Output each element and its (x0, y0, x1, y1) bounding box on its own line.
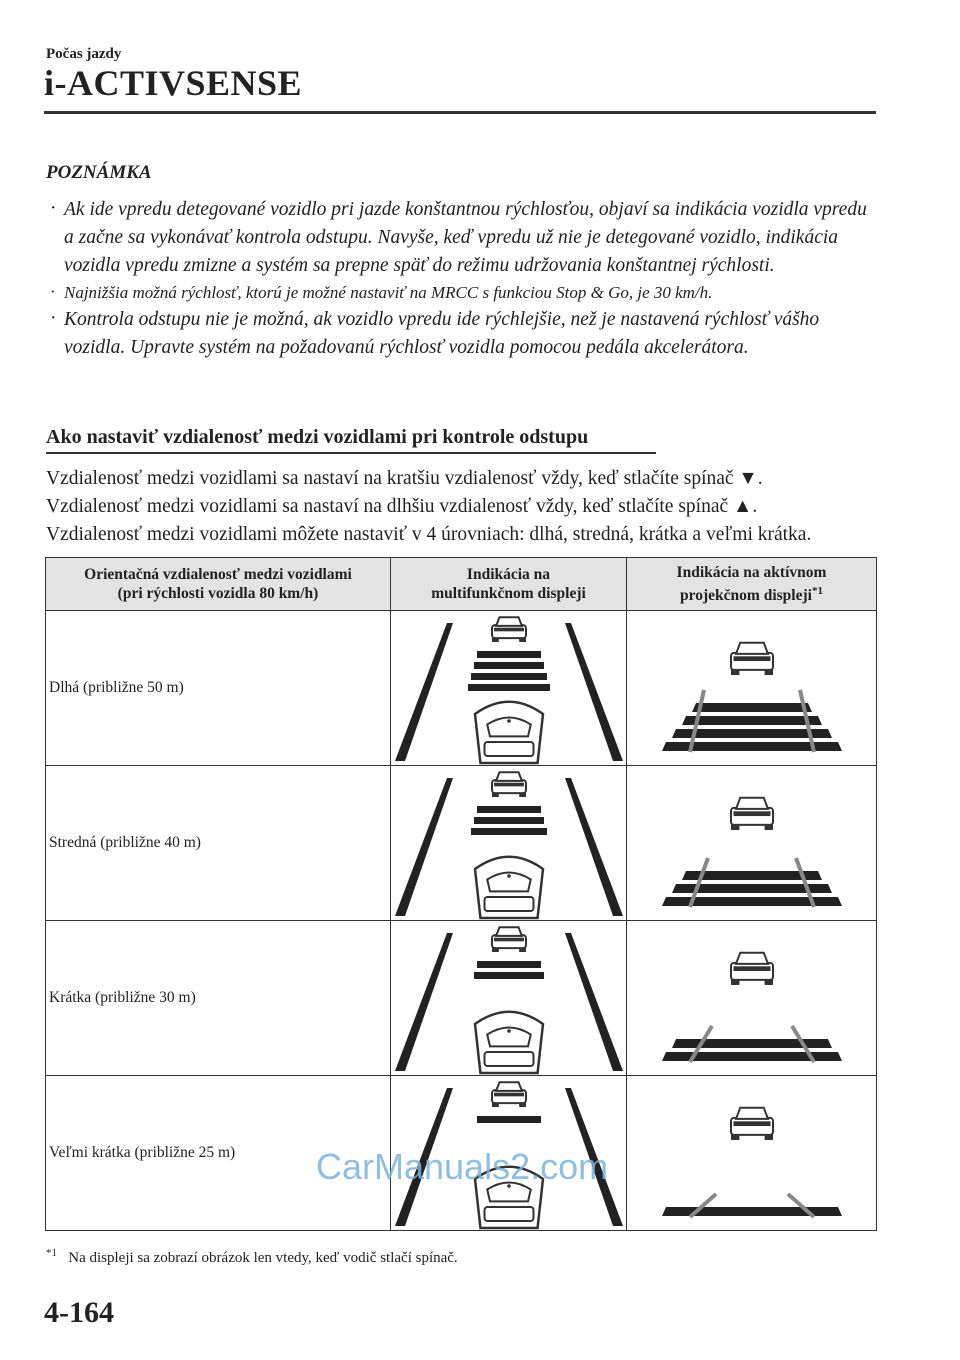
lane-line-right (565, 778, 623, 916)
mid-display-figure (391, 766, 627, 920)
own-vehicle-icon (475, 857, 543, 918)
distance-bar (682, 716, 822, 725)
header-line: (pri rýchlosti vozidla 80 km/h) (117, 585, 319, 602)
table-row (46, 766, 877, 921)
note-item: · Najnižšia možná rýchlosť, ktorú je možné nastaviť na MRCC s funkciou Stop & Go, je 30 km/h. (46, 280, 872, 306)
chapter-label: Počas jazdy (46, 46, 122, 62)
lead-vehicle-icon (731, 953, 773, 985)
hud-cell (627, 1076, 877, 1231)
distance-bar (672, 1039, 832, 1048)
lane-line-left (395, 933, 453, 1071)
hud-figure (627, 921, 877, 1075)
body-paragraph: Vzdialenosť medzi vozidlami sa nastaví na kratšiu vzdialenosť vždy, keď stlačíte spínač ▼. (46, 468, 763, 489)
note-heading: POZNÁMKA (46, 162, 152, 183)
distance-bar (692, 703, 812, 712)
header-line: Orientačná vzdialenosť medzi vozidlami (84, 566, 352, 583)
distance-bar (471, 673, 547, 680)
distance-bar (477, 651, 541, 658)
section-title: i-ACTIVSENSE (44, 63, 303, 103)
lane-line-left (395, 778, 453, 916)
footnote (46, 1247, 458, 1267)
subheading-rule (46, 452, 656, 454)
lane-line-right (565, 623, 623, 761)
hud-figure (627, 766, 877, 920)
header-line: multifunkčnom displeji (431, 585, 586, 602)
lead-vehicle-icon (492, 617, 526, 642)
distance-bar (662, 1052, 842, 1061)
mid-display-figure (391, 611, 627, 765)
distance-label: Krátka (približne 30 m) (46, 921, 391, 1076)
distance-bar (474, 662, 544, 669)
lane-line-right (565, 933, 623, 1071)
distance-label: Veľmi krátka (približne 25 m) (46, 1076, 391, 1231)
note-item: · Kontrola odstupu nie je možná, ak vozidlo vpredu ide rýchlejšie, než je nastavená rýchlosť vášho vozidla. Upravte systém na požadovanú rýchlosť vozidla pomocou pedála akcelerátora. (46, 306, 872, 362)
note-list (46, 196, 872, 362)
distance-table (45, 557, 877, 1231)
table-row (46, 921, 877, 1076)
distance-label: Dlhá (približne 50 m) (46, 611, 391, 766)
distance-bar (468, 684, 550, 691)
distance-bar (474, 972, 544, 979)
footnote-mark: *1 (46, 1247, 57, 1259)
page-number: 4-164 (44, 1296, 114, 1329)
body-paragraph: Vzdialenosť medzi vozidlami sa nastaví na dlhšiu vzdialenosť vždy, keď stlačíte spínač ▲. (46, 496, 758, 517)
lane-line-left (395, 623, 453, 761)
mid-display-cell (391, 921, 627, 1076)
header-rule (44, 111, 876, 114)
lead-vehicle-icon (731, 798, 773, 830)
mid-display-cell (391, 766, 627, 921)
mid-display-cell (391, 611, 627, 766)
distance-bar (477, 1116, 541, 1123)
lead-vehicle-icon (492, 772, 526, 797)
lead-vehicle-icon (731, 1108, 773, 1140)
footnote-text: Na displeji sa zobrazí obrázok len vtedy, keď vodič stlačí spínač. (68, 1250, 458, 1266)
hud-figure (627, 1076, 877, 1230)
header-active-driving-display (627, 558, 877, 611)
distance-bar (471, 828, 547, 835)
mid-display-figure (391, 921, 627, 1075)
subheading: Ako nastaviť vzdialenosť medzi vozidlami pri kontrole odstupu (46, 426, 589, 448)
distance-bar (477, 806, 541, 813)
lead-vehicle-icon (492, 1082, 526, 1107)
distance-bar (662, 1207, 842, 1216)
distance-bar (474, 817, 544, 824)
header-distance (46, 558, 391, 611)
footnote-ref: *1 (811, 584, 823, 597)
distance-bar (477, 961, 541, 968)
hud-cell (627, 766, 877, 921)
hud-figure (627, 611, 877, 765)
body-paragraph: Vzdialenosť medzi vozidlami môžete nastaviť v 4 úrovniach: dlhá, stredná, krátka a veľmi krátka. (46, 524, 812, 545)
header-line: Indikácia na (466, 566, 551, 583)
lead-vehicle-icon (731, 643, 773, 675)
table-row (46, 611, 877, 766)
note-item: · Ak ide vpredu detegované vozidlo pri jazde konštantnou rýchlosťou, objaví sa indikácia vozidla vpredu a začne sa vykonávať kontrola odstupu. Navyše, keď vpredu už nie je detegované vozidlo, indikácia vozidla vpredu zmizne a systém sa prepne späť do režimu udržovania konštantnej rýchlosti. (46, 196, 872, 280)
own-vehicle-icon (475, 1012, 543, 1073)
own-vehicle-icon (475, 702, 543, 763)
hud-cell (627, 921, 877, 1076)
hud-cell (627, 611, 877, 766)
watermark: CarManuals2.com (316, 1146, 609, 1187)
header-line: Indikácia na aktívnom (676, 563, 827, 581)
table-header-row (46, 558, 877, 611)
distance-label: Stredná (približne 40 m) (46, 766, 391, 921)
header-multifunction-display (391, 558, 627, 611)
header-line: projekčnom displeji$^{*1}$ (680, 584, 823, 605)
lead-vehicle-icon (492, 927, 526, 952)
